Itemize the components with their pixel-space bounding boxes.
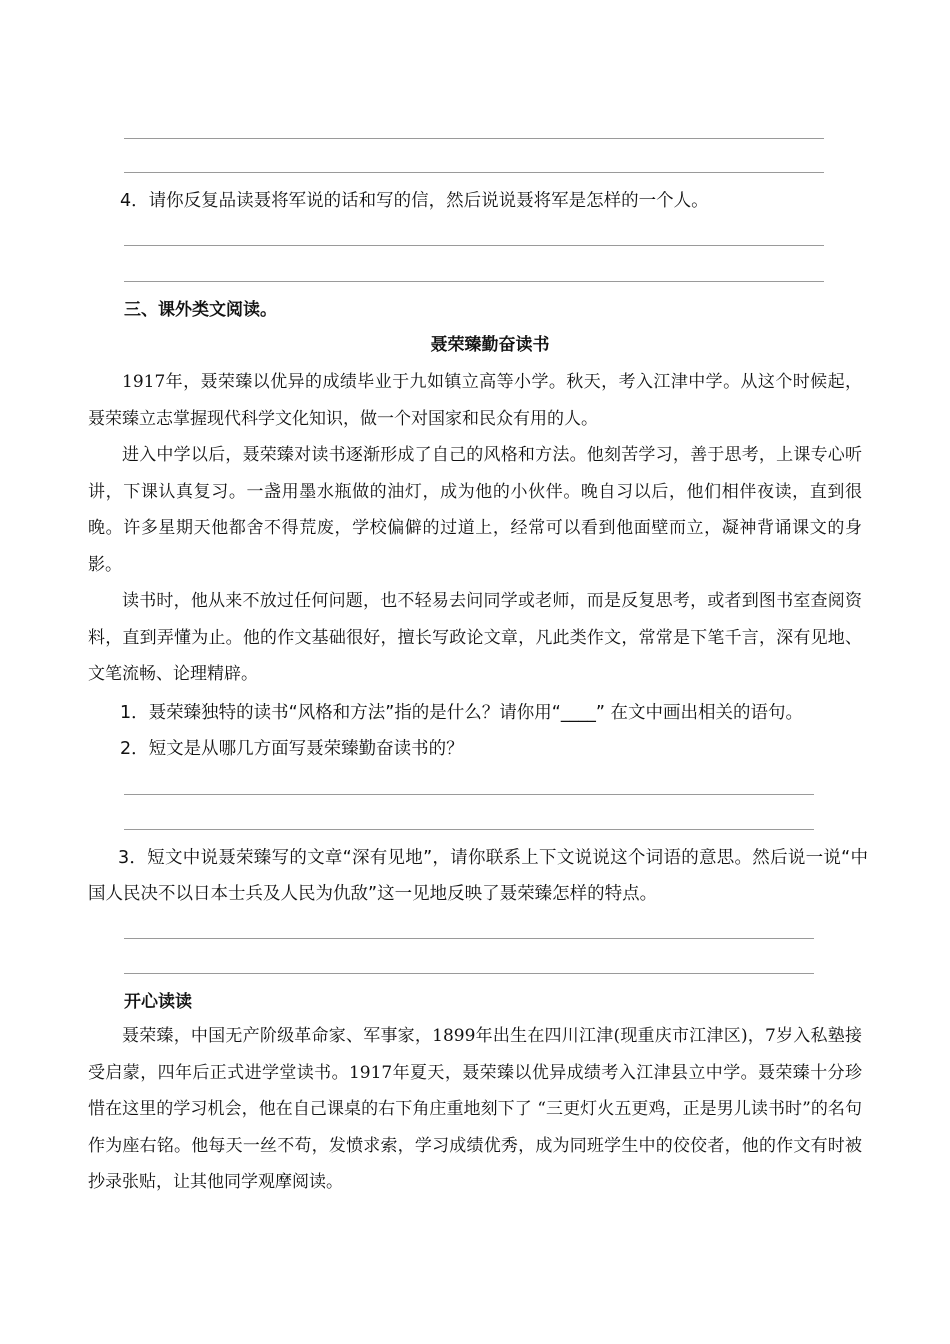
- answer-line: [124, 829, 814, 830]
- happy-reading-paragraph: 聂荣臻，中国无产阶级革命家、军事家，1899年出生在四川江津(现重庆市江津区)，7岁入私塾接受启蒙，四年后正式进学堂读书。1917年夏天，聂荣臻以优异成绩考入江津县立中学。聂荣臻十分珍惜在这里的学习机会，他在自己课桌的右下角庄重地刻下了 “三更灯火五更鸡，正是男儿读书时”的名句作为座右铭。他每天一丝不苟，发愤求索，学习成绩优秀，成为同班学生中的佼佼者，他的作文有时被抄录张贴，让其他同学观摩阅读。: [88, 1026, 862, 1192]
- question-2: 2．短文是从哪几方面写聂荣臻勤奋读书的？: [120, 739, 464, 759]
- happy-reading-heading: 开心读读: [124, 992, 192, 1012]
- question-1: 1．聂荣臻独特的读书“风格和方法”指的是什么？请你用“____” 在文中画出相关的语句。: [120, 703, 803, 723]
- article-paragraph: 进入中学以后，聂荣臻对读书逐渐形成了自己的风格和方法。他刻苦学习，善于思考，上课专心听讲，下课认真复习。一盏用墨水瓶做的油灯，成为他的小伙伴。晚自习以后，他们相伴夜读，直到很晚。许多星期天他都舍不得荒废，学校偏僻的过道上，经常可以看到他面壁而立，凝神背诵课文的身影。: [88, 445, 862, 575]
- question-4: 4．请你反复品读聂将军说的话和写的信，然后说说聂将军是怎样的一个人。: [120, 191, 709, 211]
- article-title: 聂荣臻勤奋读书: [430, 335, 550, 355]
- answer-line: [124, 973, 814, 974]
- answer-line: [124, 138, 824, 139]
- answer-line: [124, 172, 824, 173]
- answer-line: [124, 794, 814, 795]
- answer-line: [124, 281, 824, 282]
- article-paragraph: 1917年，聂荣臻以优异的成绩毕业于九如镇立高等小学。秋天，考入江津中学。从这个时候起，聂荣臻立志掌握现代科学文化知识，做一个对国家和民众有用的人。: [88, 372, 862, 429]
- answer-line: [124, 245, 824, 246]
- article-paragraph: 读书时，他从来不放过任何问题，也不轻易去问同学或老师，而是反复思考，或者到图书室查阅资料，直到弄懂为止。他的作文基础很好，擅长写政论文章，凡此类作文，常常是下笔千言，深有见地、文笔流畅、论理精辟。: [88, 591, 862, 684]
- answer-line: [124, 938, 814, 939]
- question-3: 3．短文中说聂荣臻写的文章“深有见地”，请你联系上下文说说这个词语的意思。然后说一说“中国人民决不以日本士兵及人民为仇敌”这一见地反映了聂荣臻怎样的特点。: [88, 848, 868, 904]
- section-heading: 三、课外类文阅读。: [124, 300, 277, 320]
